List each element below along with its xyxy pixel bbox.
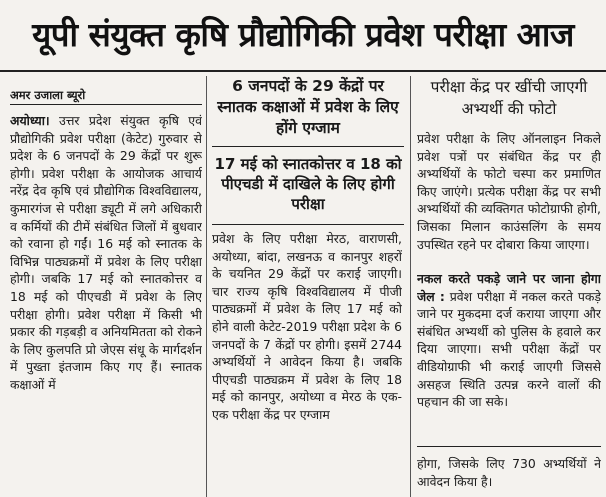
headline-rule bbox=[0, 70, 606, 72]
column-3-body-3: होगा, जिसके लिए 730 अभ्यर्थियों ने आवेदन किया है। bbox=[417, 456, 601, 489]
article-column-1 bbox=[10, 112, 202, 497]
col3-bottom-rule bbox=[417, 446, 601, 447]
column-3-body-2: प्रवेश परीक्षा में नकल करते पकड़े जाने पर मुकदमा दर्ज कराया जाएगा और संबंधित अभ्यर्थी को पुलिस के हवाले कर दिया जाएगा। सभी परीक्षा केंद्रों पर वीडियोग्राफी भी कराई जाएगी जिससे असहज स्थिति उत्पन्न करने वालों की पहचान की जा सके। bbox=[417, 288, 601, 410]
column-divider-1 bbox=[206, 76, 207, 497]
column-2-body: प्रवेश के लिए परीक्षा मेरठ, वाराणसी, अयोध्या, बांदा, लखनऊ व कानपुर शहरों के चयनित 29 केंद्रों पर कराई जाएगी। चार राज्य कृषि विश्वविद्यालय में पीजी पाठ्यक्रमों में प्रवेश के लिए 17 मई को होने वाली केटेट-2019 परीक्षा प्रदेश के 6 जनपदों के 7 केंद्रों पर होगी। इसमें 2744 अभ्यर्थियों ने आवेदन किया है। जबकि पीएचडी पाठ्यक्रम में प्रवेश के लिए 18 मई को कानपुर, अयोध्या व मेरठ के एक-एक परीक्षा केंद्र पर एग्जाम bbox=[212, 231, 402, 422]
deck-headline-3: परीक्षा केंद्र पर खींची जाएगी अभ्यर्थी की फोटो bbox=[430, 78, 588, 118]
column-3-body-1: प्रवेश परीक्षा के लिए ऑनलाइन निकले प्रवेश पत्रों पर संबंधित केंद्र पर ही अभ्यर्थियों के फोटो चस्पा कर प्रमाणित किए जाएंगे। प्रत्येक परीक्षा केंद्र पर सभी अभ्यर्थियों की व्यक्तिगत फोटोग्राफी होगी, जिसका मिलान काउंसलिंग के समय उपस्थित रहने पर दोबारा किया जाएगा। bbox=[417, 131, 601, 252]
column-1-body: उत्तर प्रदेश संयुक्त कृषि एवं प्रौद्योगिकी प्रवेश परीक्षा (केटेट) गुरुवार से प्रदेश के 6 जनपदों के 29 केंद्रों पर शुरू होगी। प्रवेश परीक्षा के आयोजक आचार्य नरेंद्र देव कृषि एवं प्रौद्योगिक विश्वविद्यालय, कुमारगंज से परीक्षा ड्यूटी में लगे अधिकारी व कर्मियों की टीमें संबंधित जिलों में बुधवार को रवाना हो गईं। 16 मई को स्नातक के विभिन्न पाठ्यक्रमों में प्रवेश के लिए परीक्षा होगी। जबकि 17 मई को स्नातकोत्तर व 18 मई को पीएचडी में प्रवेश के लिए परीक्षा होगी। प्रवेश परीक्षा में किसी भी प्रकार की गड़बड़ी व अनियमितता को रोकने के लिए कुलपति प्रो जेएस संधू के मार्गदर्शन में पुख्ता इंतजाम किए गए हैं। स्नातक कक्षाओं में bbox=[10, 113, 202, 392]
deck-headline-1: 6 जनपदों के 29 केंद्रों पर स्नातक कक्षाओं में प्रवेश के लिए होंगे एग्जाम bbox=[217, 77, 399, 137]
column-3-section bbox=[417, 270, 601, 445]
deck-rule bbox=[212, 146, 404, 147]
byline: अमर उजाला ब्यूरो bbox=[10, 88, 86, 102]
column-divider-2 bbox=[410, 76, 411, 497]
byline-rule bbox=[10, 104, 202, 105]
headline: यूपी संयुक्त कृषि प्रौद्योगिकी प्रवेश परीक्षा आज bbox=[32, 15, 574, 54]
deck-headline-2: 17 मई को स्नातकोत्तर व 18 को पीएचडी में दाखिले के लिए होगी परीक्षा bbox=[214, 155, 402, 213]
deck2-rule bbox=[212, 224, 404, 225]
dateline: अयोध्या। bbox=[10, 113, 50, 128]
subhead: नकल करते पकड़े जाने पर जाना होगा जेल : bbox=[417, 271, 601, 304]
